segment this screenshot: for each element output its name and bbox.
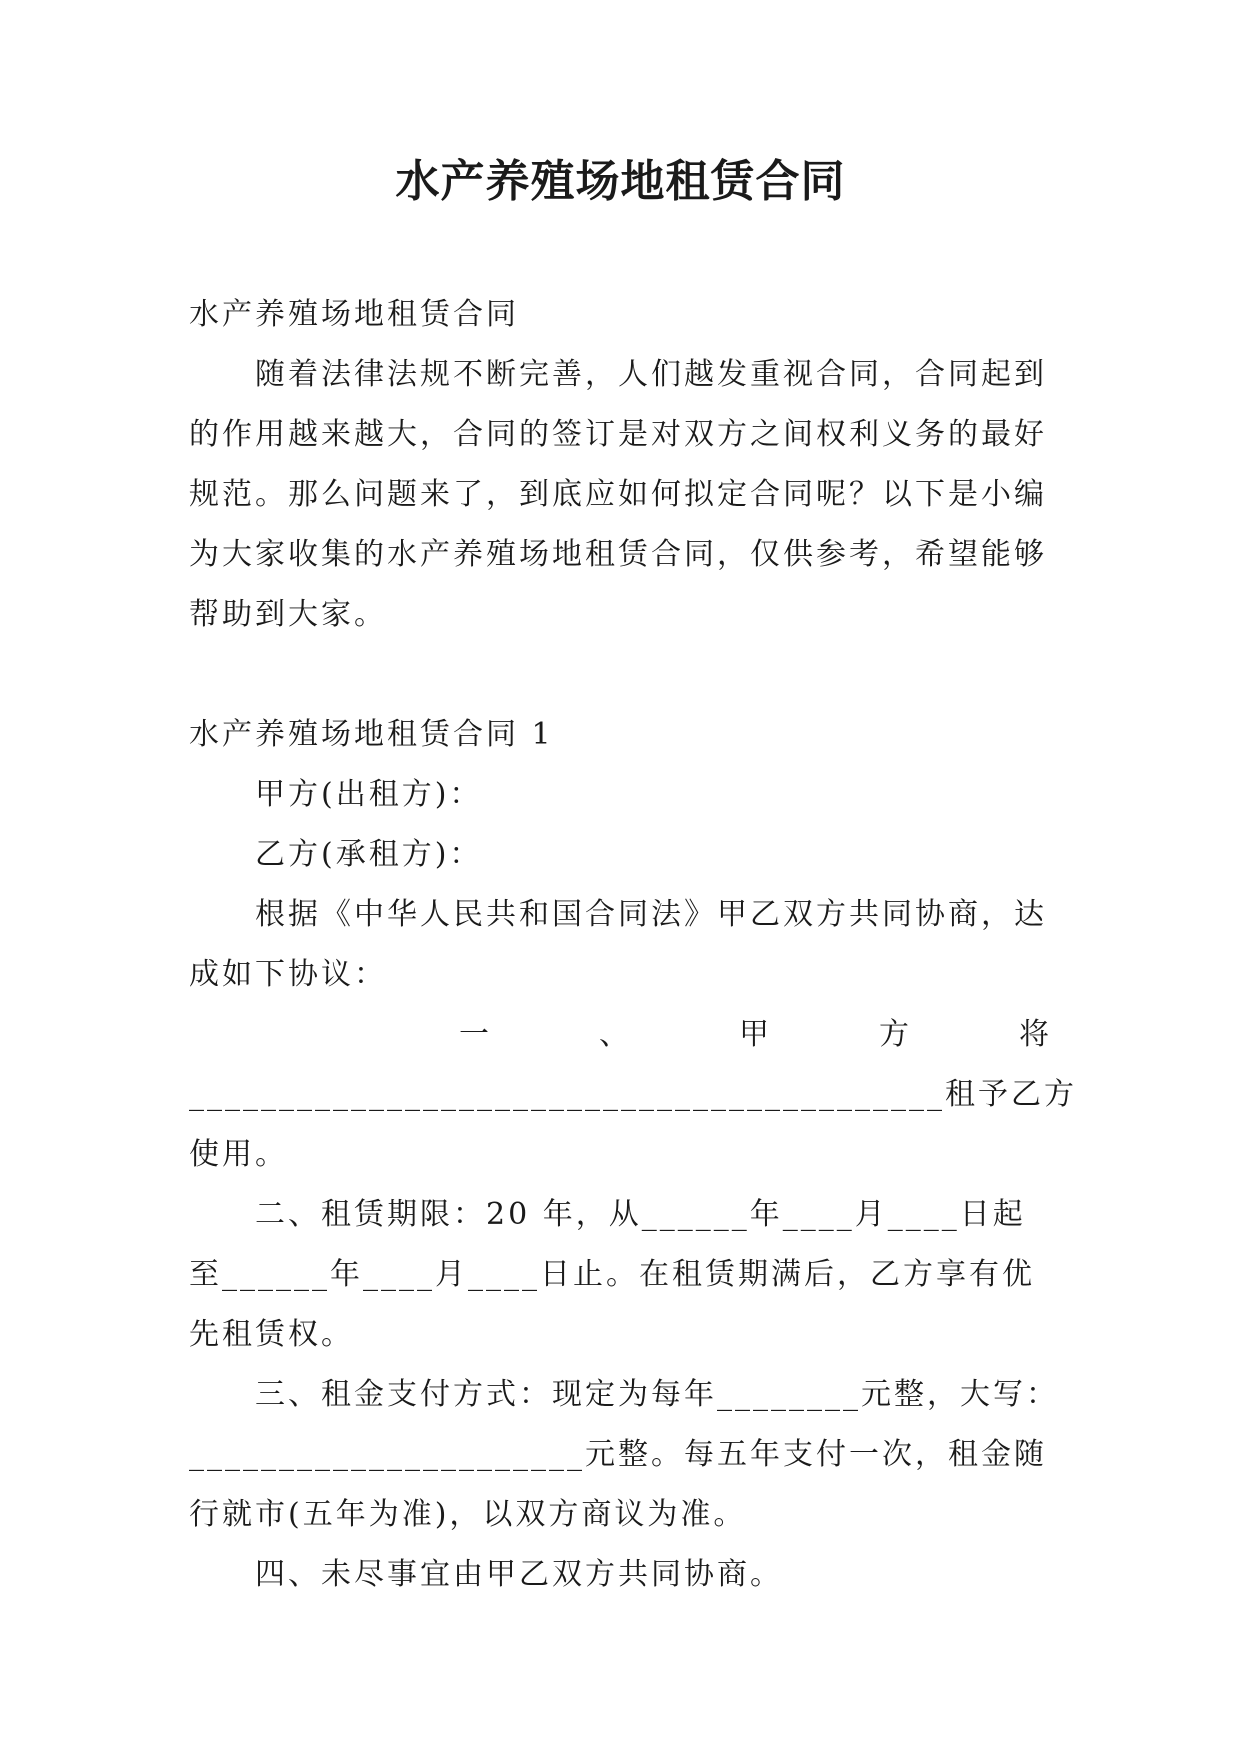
clause-3-rest: ______________________元整。每五年支付一次，租金随行就市(五年为准)，以双方商议为准。 <box>189 1437 1047 1532</box>
intro-paragraph: 随着法律法规不断完善，人们越发重视合同，合同起到的作用越来越大，合同的签订是对双方之间权利义务的最好规范。那么问题来了，到底应如何拟定合同呢？以下是小编为大家收集的水产养殖场地租赁合同，仅供参考，希望能够帮助到大家。 <box>189 357 1047 632</box>
contract-heading: 水产养殖场地租赁合同 1 <box>189 717 554 752</box>
clause-4: 四、未尽事宜由甲乙双方共同协商。 <box>255 1557 783 1592</box>
clause-1-char: 、 <box>599 1017 632 1052</box>
party-b-line: 乙方(承租方)： <box>255 837 483 872</box>
clause-1-char: 将 <box>1019 1017 1052 1052</box>
clause-2: 二、租赁期限：20 年，从______年____月____日起至______年____月____日止。在租赁期满后，乙方享有优先租赁权。 <box>189 1197 1035 1352</box>
party-a-line: 甲方(出租方)： <box>255 777 483 812</box>
clause-1-line-2: __________________________________________租予乙方 <box>189 1077 1077 1112</box>
clause-1-char: 一 <box>459 1017 492 1052</box>
clause-1-char: 甲 <box>739 1017 772 1052</box>
clause-3-line-1: 三、租金支付方式：现定为每年________元整，大写： <box>255 1377 1059 1412</box>
document-subtitle: 水产养殖场地租赁合同 <box>189 297 519 332</box>
document-title: 水产养殖场地租赁合同 <box>395 156 846 207</box>
clause-1-char: 方 <box>879 1017 912 1052</box>
clause-1-line-1 <box>189 1005 1052 1065</box>
agreement-basis: 根据《中华人民共和国合同法》甲乙双方共同协商，达成如下协议： <box>189 897 1047 992</box>
clause-1-line-3: 使用。 <box>189 1137 288 1172</box>
document-body <box>189 285 1077 1605</box>
section-gap <box>189 645 1052 705</box>
